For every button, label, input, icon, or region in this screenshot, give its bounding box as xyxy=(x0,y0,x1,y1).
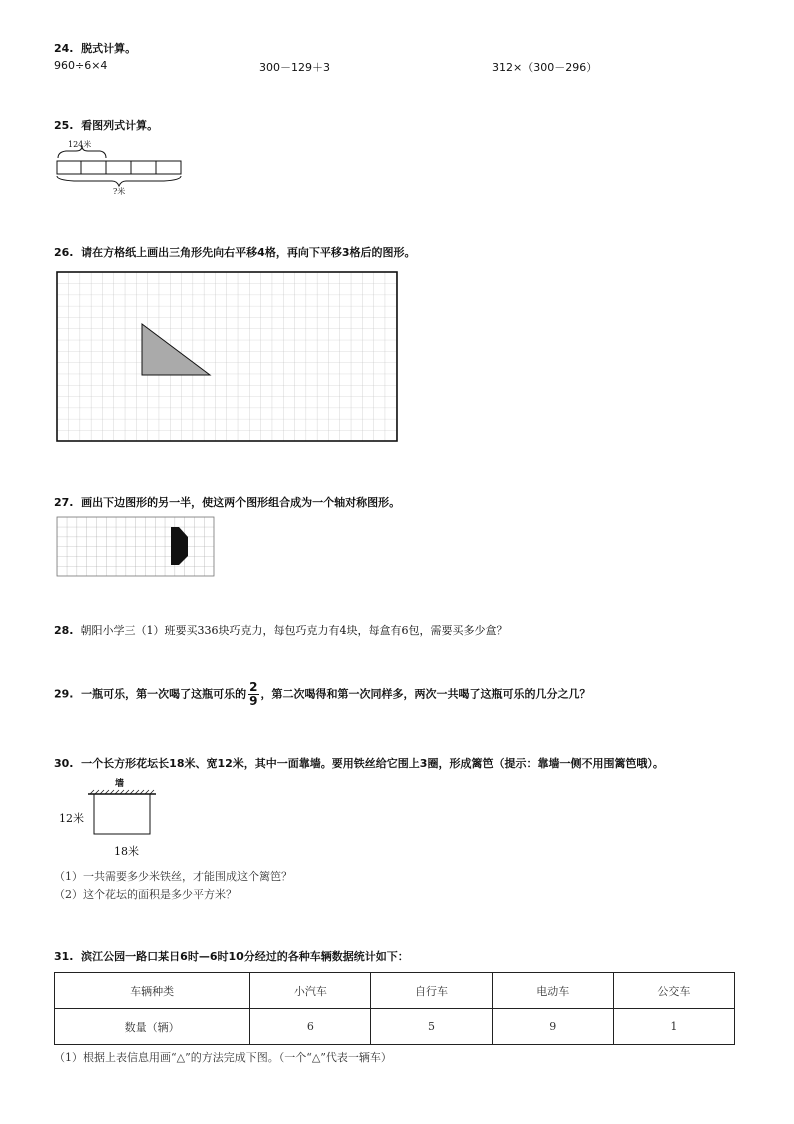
q25-top-label: 124米 xyxy=(68,140,92,149)
q30-text: 30. 一个长方形花坛长18米、宽12米，其中一面靠墙。要用铁丝给它围上3圈，形成篱笆（提示：靠墙一侧不用围篱笆哦）。 xyxy=(54,757,664,770)
q30-sub2: （2）这个花坛的面积是多少平方米？ xyxy=(54,888,237,901)
table-cell: 数量（辆） xyxy=(55,1009,250,1045)
table-cell: 1 xyxy=(613,1009,734,1045)
q29-fraction: $\frac{2}{9}$ xyxy=(249,680,258,708)
q31-sub1: （1）根据上表信息用画“△”的方法完成下图。（一个“△”代表一辆车） xyxy=(54,1051,392,1064)
q24-expr-2: 300－129＋3 xyxy=(259,61,330,74)
table-cell: 6 xyxy=(250,1009,371,1045)
table-row xyxy=(55,1009,735,1045)
q30-sub1: （1）一共需要多少米铁丝，才能围成这个篱笆？ xyxy=(54,870,292,883)
q24-expr-1: 960÷6×4 xyxy=(54,59,108,72)
q30-wall-label: 墙 xyxy=(115,779,125,789)
q25-bottom-label: ?米 xyxy=(113,187,126,196)
q26-grid-paper xyxy=(57,272,398,442)
table-cell: 5 xyxy=(371,1009,492,1045)
table-header-cell: 小汽车 xyxy=(250,973,371,1009)
q29-text: 29. 一瓶可乐，第一次喝了这瓶可乐的 $\frac{2}{9}$ ，第二次喝得和第一次同样多，两次一共喝了这瓶可乐的几分之几？ xyxy=(54,680,591,708)
q31-title: 31. 滨江公园一路口某日6时—6时10分经过的各种车辆数据统计如下： xyxy=(54,950,409,963)
q27-grid xyxy=(57,517,215,577)
table-cell: 9 xyxy=(492,1009,613,1045)
q24-expr-3: 312×（300－296） xyxy=(492,61,598,74)
q28-text: 28. 朝阳小学三（1）班要买336块巧克力，每包巧克力有4块，每盒有6包，需要买多少盒？ xyxy=(54,624,508,637)
q26-title: 26. 请在方格纸上画出三角形先向右平移4格，再向下平移3格后的图形。 xyxy=(54,246,416,259)
table-header-cell: 公交车 xyxy=(613,973,734,1009)
q27-title: 27. 画出下边图形的另一半，使这两个图形组合成为一个轴对称图形。 xyxy=(54,496,401,509)
table-header-cell: 车辆种类 xyxy=(55,973,250,1009)
q30-width-label: 12米 xyxy=(59,812,84,825)
q24-title: 24. 脱式计算。 xyxy=(54,42,137,55)
table-header-cell: 自行车 xyxy=(371,973,492,1009)
table-header-cell: 电动车 xyxy=(492,973,613,1009)
q25-title: 25. 看图列式计算。 xyxy=(54,119,159,132)
q25-segment-diagram xyxy=(54,146,184,188)
table-row xyxy=(55,973,735,1009)
q30-length-label: 18米 xyxy=(114,845,139,858)
q30-garden-diagram xyxy=(88,790,168,840)
q31-stats-table xyxy=(54,972,735,1045)
